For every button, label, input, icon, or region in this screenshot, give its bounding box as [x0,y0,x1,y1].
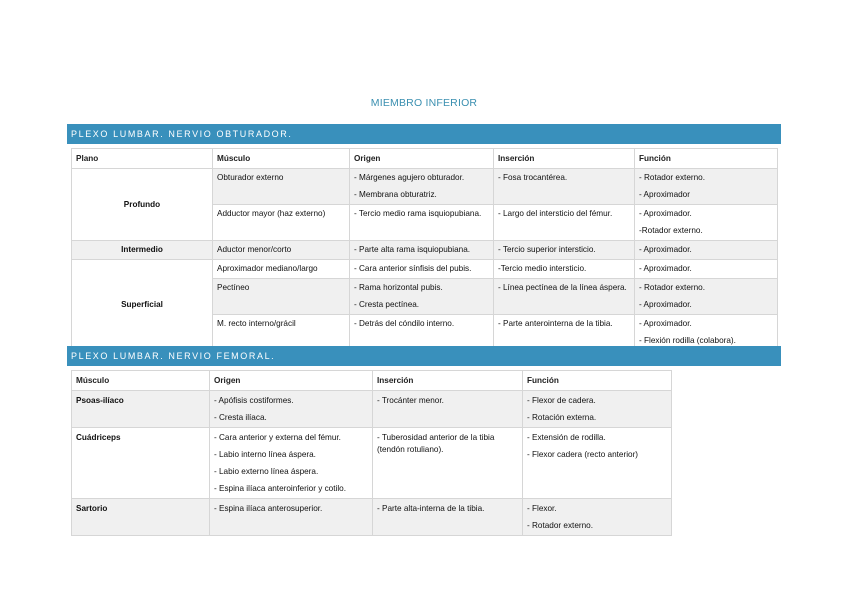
funcion-line: - Aproximador. [639,300,692,309]
origen-line: - Márgenes agujero obturador. [354,173,465,182]
musculo-cell: M. recto interno/grácil [213,315,350,351]
funcion-line: - Flexor de cadera. [527,396,596,405]
funcion-cell [635,279,778,315]
funcion-line: - Rotación externa. [527,413,597,422]
insercion-cell [494,241,635,260]
column-header-musculo: Músculo [72,371,210,391]
plano-cell: Superficial [72,260,213,351]
column-header-origen: Origen [210,371,373,391]
insercion-line: -Tercio medio intersticio. [498,264,587,273]
page-title: MIEMBRO INFERIOR [370,97,478,109]
origen-line: - Rama horizontal pubis. [354,283,443,292]
insercion-cell [373,391,523,428]
origen-cell [210,428,373,499]
table-row [72,428,672,499]
funcion-line: - Rotador externo. [639,283,705,292]
funcion-cell [635,260,778,279]
origen-line: - Cara anterior sínfisis del pubis. [354,264,472,273]
funcion-line: - Aproximador. [639,319,692,328]
section-header-obturador: PLEXO LUMBAR. NERVIO OBTURADOR. [67,124,781,144]
funcion-cell [635,241,778,260]
column-header-plano: Plano [72,149,213,169]
insercion-line: - Tercio superior intersticio. [498,245,596,254]
insercion-cell [494,260,635,279]
table-row [72,169,778,205]
origen-cell [350,169,494,205]
funcion-cell [635,205,778,241]
table-row [72,391,672,428]
origen-cell [350,205,494,241]
insercion-cell [373,428,523,499]
table-row [72,260,778,279]
column-header-insercion: Inserción [373,371,523,391]
musculo-cell: Sartorio [72,499,210,536]
insercion-line: - Fosa trocantérea. [498,173,568,182]
section-header-femoral: PLEXO LUMBAR. NERVIO FEMORAL. [67,346,781,366]
insercion-line: - Largo del intersticio del fémur. [498,209,613,218]
column-header-funcion: Función [523,371,672,391]
column-header-insercion: Inserción [494,149,635,169]
musculo-cell: Pectíneo [213,279,350,315]
insercion-line: - Línea pectínea de la línea áspera. [498,283,627,292]
funcion-line: - Aproximador. [639,209,692,218]
insercion-cell [494,279,635,315]
funcion-cell [523,499,672,536]
insercion-cell [373,499,523,536]
origen-line: - Espina ilíaca anterosuperior. [214,504,323,513]
plano-cell: Profundo [72,169,213,241]
funcion-line: - Aproximador. [639,245,692,254]
funcion-line: - Aproximador. [639,264,692,273]
table-femoral [71,370,672,536]
column-header-origen: Origen [350,149,494,169]
musculo-cell: Cuádriceps [72,428,210,499]
origen-line: - Tercio medio rama isquiopubiana. [354,209,482,218]
origen-line: - Labio interno línea áspera. [214,450,316,459]
origen-cell [350,260,494,279]
origen-line: - Labio externo línea áspera. [214,467,319,476]
musculo-cell: Aductor menor/corto [213,241,350,260]
origen-cell [350,241,494,260]
origen-cell [210,391,373,428]
origen-line: - Parte alta rama isquiopubiana. [354,245,471,254]
funcion-line: -Rotador externo. [639,226,703,235]
insercion-line: - Trocánter menor. [377,396,444,405]
funcion-line: - Rotador externo. [639,173,705,182]
funcion-cell [635,169,778,205]
table-row [72,499,672,536]
musculo-cell: Adductor mayor (haz externo) [213,205,350,241]
column-header-musculo: Músculo [213,149,350,169]
insercion-line: - Tuberosidad anterior de la tibia (tendón rotuliano). [377,433,495,454]
insercion-cell [494,205,635,241]
funcion-line: - Extensión de rodilla. [527,433,606,442]
insercion-line: - Parte anterointerna de la tibia. [498,319,613,328]
musculo-cell: Psoas-ilíaco [72,391,210,428]
funcion-line: - Flexor cadera (recto anterior) [527,450,639,459]
insercion-cell [494,169,635,205]
origen-cell [210,499,373,536]
origen-line: - Cresta ilíaca. [214,413,267,422]
column-header-funcion: Función [635,149,778,169]
plano-cell: Intermedio [72,241,213,260]
origen-line: - Cresta pectínea. [354,300,420,309]
funcion-cell [523,428,672,499]
origen-line: - Detrás del cóndilo interno. [354,319,455,328]
musculo-cell: Aproximador mediano/largo [213,260,350,279]
funcion-cell [523,391,672,428]
origen-line: - Cara anterior y externa del fémur. [214,433,341,442]
funcion-line: - Flexión rodilla (colabora). [639,336,736,345]
funcion-line: - Aproximador [639,190,690,199]
musculo-cell: Obturador externo [213,169,350,205]
table-row [72,241,778,260]
funcion-line: - Flexor. [527,504,557,513]
origen-line: - Apófisis costiformes. [214,396,294,405]
table-obturador [71,148,778,351]
origen-cell [350,279,494,315]
insercion-line: - Parte alta-interna de la tibia. [377,504,485,513]
funcion-line: - Rotador externo. [527,521,593,530]
origen-line: - Membrana obturatriz. [354,190,437,199]
origen-line: - Espina ilíaca anteroinferior y cotilo. [214,484,346,493]
